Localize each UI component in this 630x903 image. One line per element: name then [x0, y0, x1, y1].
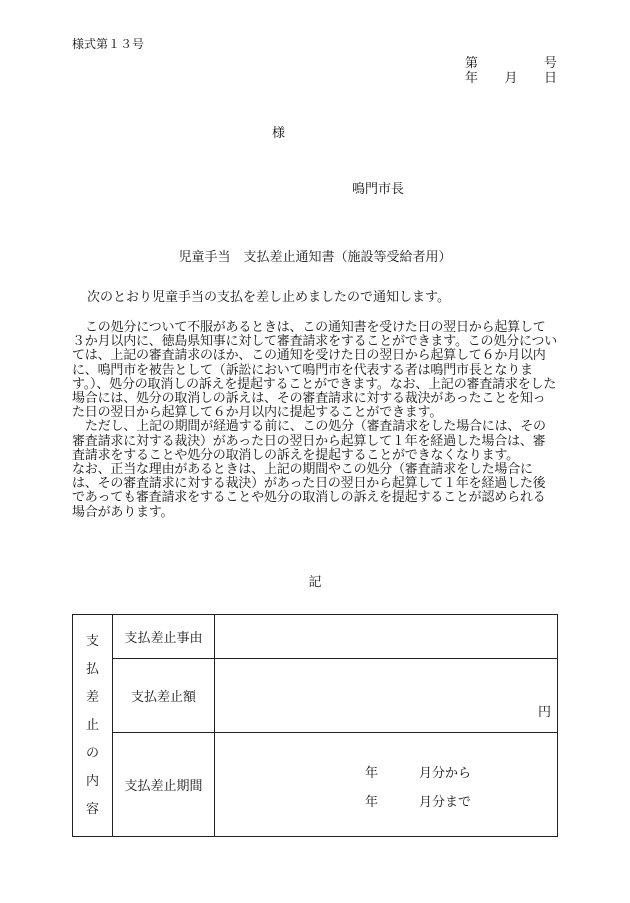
doc-number-block: [465, 52, 557, 86]
vertical-label-char: 止: [85, 717, 99, 733]
period-to-year: 年: [365, 795, 379, 810]
period-value[interactable]: [215, 733, 558, 837]
addressee-suffix: 様: [272, 126, 286, 141]
period-from-year: 年: [365, 766, 379, 781]
doc-number-suffix: 号: [543, 56, 557, 71]
reason-row: [73, 615, 558, 659]
vertical-label-char: 容: [85, 801, 99, 817]
vertical-label-cell: [73, 615, 113, 837]
reason-value[interactable]: [215, 615, 558, 659]
form-number: 様式第１３号: [72, 37, 145, 51]
vertical-label-char: 払: [85, 661, 99, 677]
appeal-notice: [72, 321, 558, 520]
reason-label: 支払差止事由: [113, 615, 215, 659]
amount-label: 支払差止額: [113, 659, 215, 733]
period-label: 支払差止期間: [113, 733, 215, 837]
vertical-label: [73, 628, 112, 824]
issuer: 鳴門市長: [352, 182, 405, 197]
date-year: 年: [465, 71, 479, 86]
vertical-label-char: の: [85, 745, 99, 761]
doc-number-row: [465, 52, 557, 71]
vertical-label-char: 支: [85, 633, 99, 649]
vertical-label-char: 内: [85, 773, 99, 789]
appeal-paragraph-1: この処分について不服があるときは、この通知書を受けた日の翌日から起算して３か月以内に、徳島県知事に対して審査請求をすることができます。この処分については、上記の審査請求のほか、この通知を受けた日の翌日から起算して６か月以内に、鳴門市を被告として（訴訟において鳴門市を代表する者は鳴門市長となります。）、処分の取消しの訴えを提起することができます。なお、上記の審査請求をした場合には、処分の取消しの訴えは、その審査請求に対する裁決があったことを知った日の翌日から起算して６か月以内に提起することができます。: [72, 320, 558, 421]
date-row: [465, 67, 557, 86]
period-row: [73, 733, 558, 837]
lead-text: 次のとおり児童手当の支払を差し止めましたので通知します。: [87, 290, 450, 305]
amount-unit: 円: [537, 705, 551, 720]
date-day: 日: [543, 71, 557, 86]
period-to-month: 月分まで: [419, 795, 472, 810]
document-title: 児童手当 支払差止通知書（施設等受給者用）: [178, 250, 452, 265]
vertical-label-char: 差: [85, 689, 99, 705]
note-heading: 記: [308, 575, 322, 590]
amount-row: [73, 659, 558, 733]
doc-number-prefix: 第: [465, 56, 479, 71]
amount-value[interactable]: [215, 659, 558, 733]
appeal-paragraph-3: なお、正当な理由があるときは、上記の期間やこの処分（審査請求をした場合には、その審査請求に対する裁決）があった日の翌日から起算して１年を経過した後であっても審査請求をすることや処分の取消しの訴えを提起することが認められる場合があります。: [72, 462, 546, 520]
date-month: 月: [504, 71, 518, 86]
appeal-paragraph-2: ただし、上記の期間が経過する前に、この処分（審査請求をした場合には、その審査請求に対する裁決）があった日の翌日から起算して１年を経過した場合は、審査請求をすることや処分の取消しの訴えを提起することができなくなります。: [72, 419, 546, 463]
suspension-details-table: [72, 614, 558, 837]
period-from-month: 月分から: [419, 766, 472, 781]
